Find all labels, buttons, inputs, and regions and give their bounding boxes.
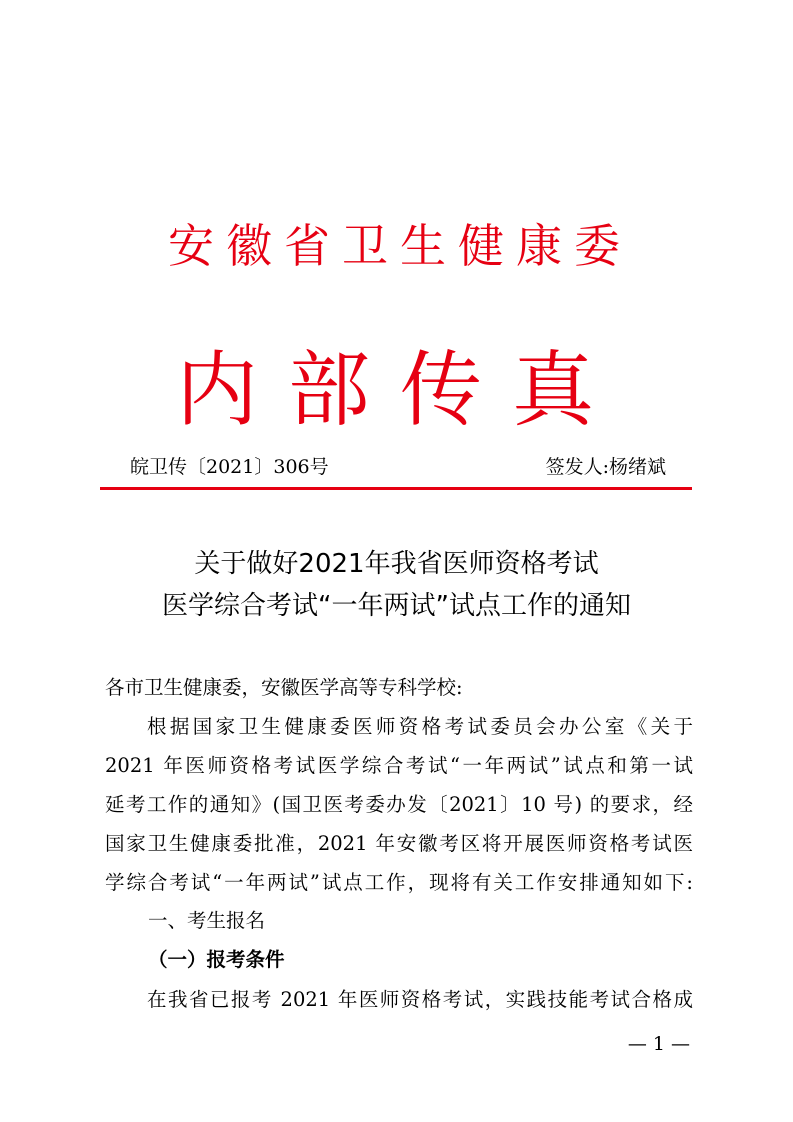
paragraph-1-line-1: 根据国家卫生健康委医师资格考试委员会办公室《关于: [147, 715, 693, 738]
red-divider-line: [100, 487, 692, 490]
paragraph-2-line-1: 在我省已报考 2021 年医师资格考试，实践技能考试合格成: [147, 988, 693, 1011]
subsection-heading-1: （一）报考条件: [148, 948, 285, 971]
paragraph-1-line-2: 2021 年医师资格考试医学综合考试“一年两试”试点和第一试: [105, 754, 693, 777]
notice-title: [60, 543, 733, 627]
issuing-organization: 安徽省卫生健康委: [168, 219, 632, 273]
document-number: 皖卫传〔2021〕306号: [130, 456, 329, 478]
notice-title-line-2: 医学综合考试“一年两试”试点工作的通知: [162, 591, 631, 621]
document-type-heading: 内部传真: [175, 343, 624, 438]
signer: 签发人:杨绪斌: [545, 456, 666, 478]
page-number: — 1 —: [627, 1033, 690, 1055]
section-heading-1: 一、考生报名: [148, 909, 266, 932]
notice-title-line-1: 关于做好2021年我省医师资格考试: [194, 549, 599, 579]
paragraph-1-line-5: 学综合考试“一年两试”试点工作，现将有关工作安排通知如下:: [105, 871, 693, 894]
paragraph-1-line-4: 国家卫生健康委批准，2021 年安徽考区将开展医师资格考试医: [105, 832, 693, 855]
addressee: 各市卫生健康委，安徽医学高等专科学校:: [105, 676, 463, 699]
paragraph-1-line-3: 延考工作的通知》(国卫医考委办发〔2021〕10 号) 的要求，经: [105, 793, 693, 816]
